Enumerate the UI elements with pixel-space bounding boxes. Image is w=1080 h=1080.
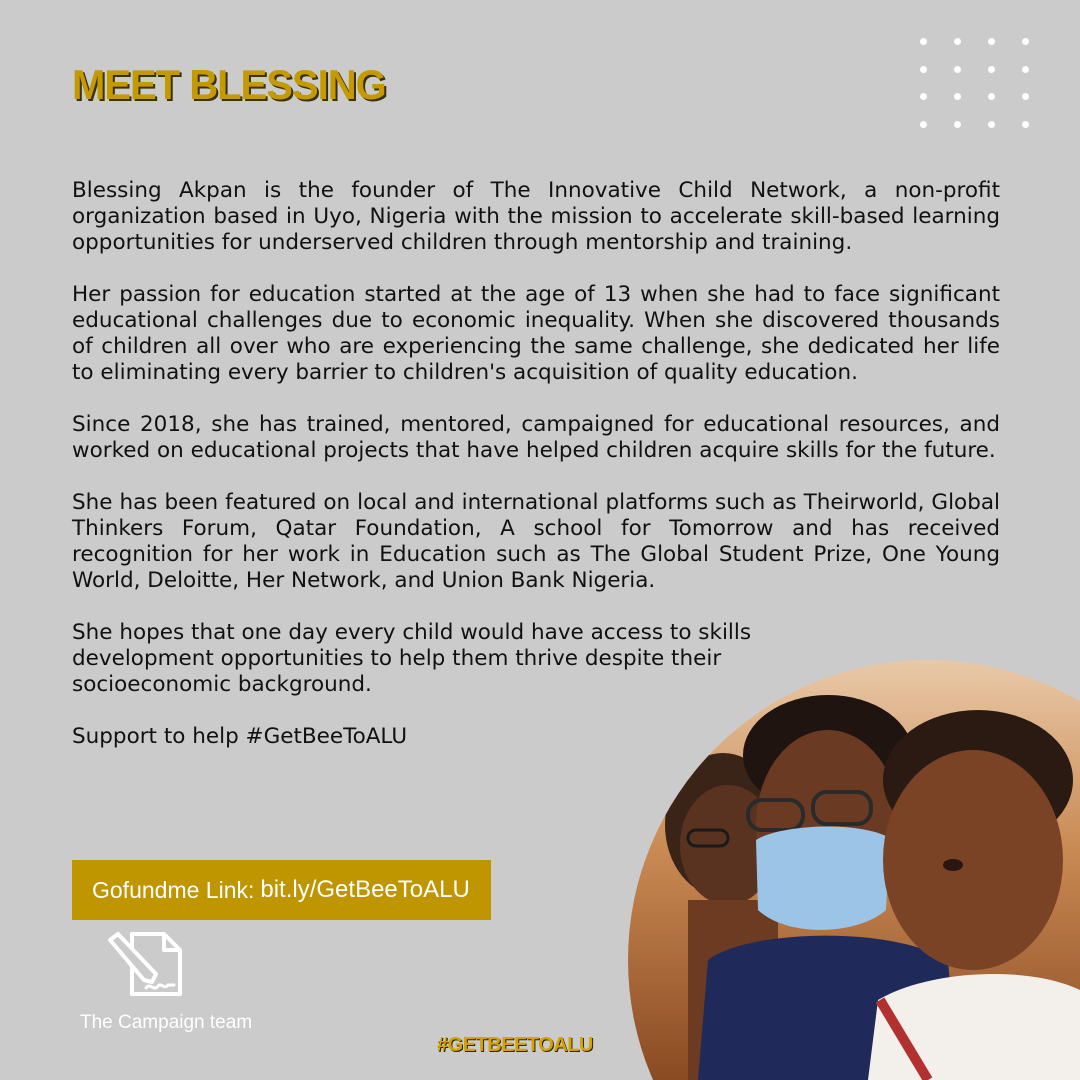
- dot: [954, 121, 961, 128]
- gofundme-label: Gofundme Link:: [92, 876, 255, 903]
- dot: [954, 38, 961, 45]
- bio-paragraph-featured: She has been featured on local and international platforms such as Theirworld, Global Thinkers Forum, Qatar Foundation, A school for Tomorrow and has received recognition for her work in Education such as The Global Student Prize, One Young World, Deloitte, Her Network, and Union Bank Nigeria.: [72, 490, 1000, 593]
- dot: [1022, 93, 1029, 100]
- bio-paragraph-passion: Her passion for education started at the age of 13 when she had to face significant educational challenges due to economic inequality. When she discovered thousands of children all over who are experiencing the same challenge, she dedicated her life to eliminating every barrier to children's acquisition of quality education.: [72, 282, 1000, 385]
- bio-paragraph-since-2018: Since 2018, she has trained, mentored, campaigned for educational resources, and worked on educational projects that have helped children acquire skills for the future.: [72, 412, 1000, 463]
- gofundme-url[interactable]: bit.ly/GetBeeToALU: [260, 876, 470, 903]
- dot: [1022, 66, 1029, 73]
- dot: [920, 93, 927, 100]
- dot: [1022, 121, 1029, 128]
- dot: [954, 93, 961, 100]
- dot: [988, 38, 995, 45]
- gofundme-link-button[interactable]: [72, 860, 491, 920]
- dot: [920, 66, 927, 73]
- dot: [1022, 38, 1029, 45]
- bio-paragraph-intro: Blessing Akpan is the founder of The Innovative Child Network, a non-profit organization based in Uyo, Nigeria with the mission to accelerate skill-based learning opportunities for underserved children through mentorship and training.: [72, 178, 1000, 255]
- dot: [988, 66, 995, 73]
- dot: [954, 66, 961, 73]
- bio-paragraph-hope: She hopes that one day every child would have access to skills development opportunities to help them thrive despite their socioeconomic background.: [72, 620, 752, 697]
- campaign-team-label: The Campaign team: [80, 1012, 253, 1033]
- hashtag-footer: #GETBEETOALU: [437, 1034, 593, 1056]
- blessing-with-children-photo: [628, 660, 1080, 1080]
- page-title: MEET BLESSING: [72, 62, 386, 109]
- dot: [988, 121, 995, 128]
- decorative-dot-grid: [906, 28, 1042, 138]
- signature-document-icon: [106, 930, 186, 1000]
- dot: [920, 38, 927, 45]
- support-line: Support to help #GetBeeToALU: [72, 724, 408, 749]
- dot: [988, 93, 995, 100]
- dot: [920, 121, 927, 128]
